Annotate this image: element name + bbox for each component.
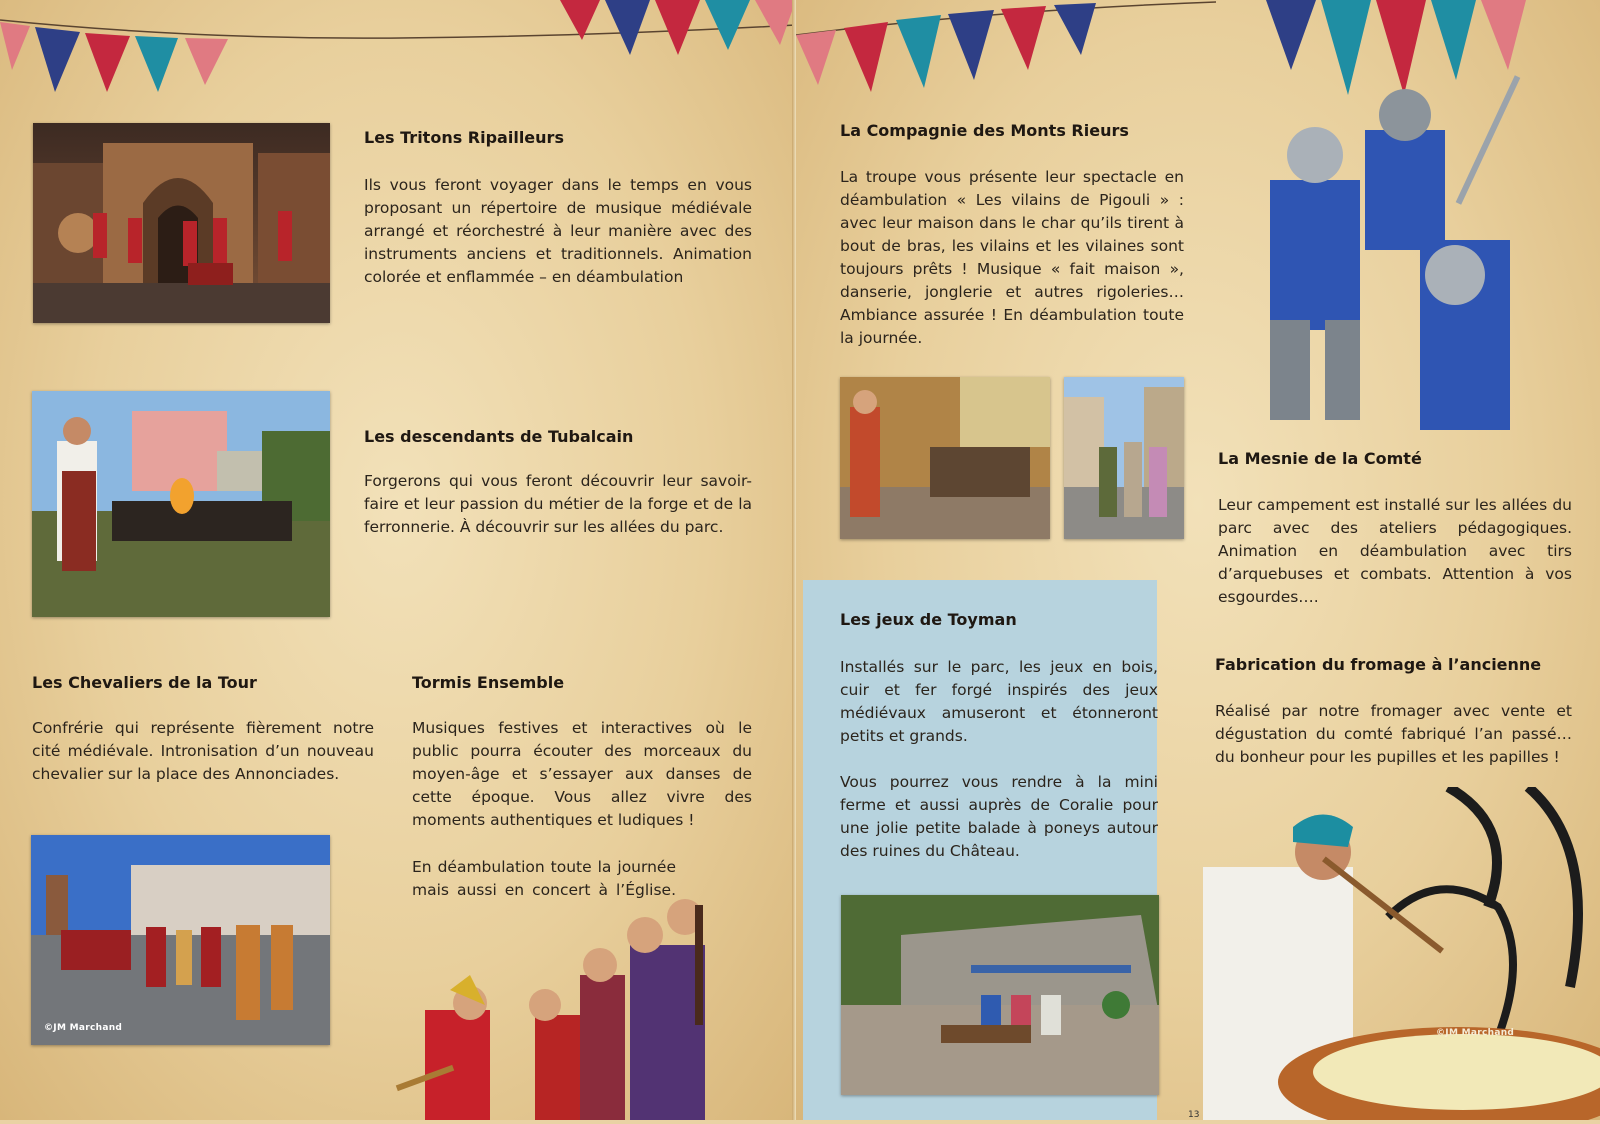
- tormis-text-1: Musiques festives et interactives où le public pourra écouter des morceaux du moyen-âge et s’essayer aux danses de cette époque. Vous allez vivre des moments authentiques et ludiques !: [412, 719, 752, 829]
- chevaliers-photo-credit: ©JM Marchand: [44, 1023, 123, 1033]
- monts-rieurs-photo-2: [1064, 377, 1184, 539]
- fromage-photo: [1198, 787, 1600, 1120]
- chevaliers-text: Confrérie qui représente fièrement notre cité médiévale. Intronisation d’un nouveau chevalier sur la place des Annonciades.: [32, 719, 374, 783]
- tubalcain-text: Forgerons qui vous feront découvrir leur savoir-faire et leur passion du métier de la forge et de la ferronnerie. À découvrir sur les allées du parc.: [364, 472, 752, 536]
- mesnie-photo: [1225, 70, 1525, 430]
- fromage-photo-credit: ©JM Marchand: [1436, 1028, 1515, 1038]
- toyman-photo: [841, 895, 1159, 1095]
- tubalcain-title: Les descendants de Tubalcain: [364, 427, 634, 446]
- fromage-text: Réalisé par notre fromager avec vente et dégustation du comté fabriqué l’an passé… du bonheur pour les pupilles et les papilles !: [1215, 702, 1572, 766]
- tritons-photo: [33, 123, 330, 323]
- toyman-text-1: Installés sur le parc, les jeux en bois, cuir et fer forgé inspirés des jeux médiévaux amuseront et étonneront petits et grands.: [840, 658, 1158, 745]
- mesnie-text: Leur campement est installé sur les allées du parc avec des ateliers pédagogiques. Animation en déambulation avec tirs d’arquebuses et combats. Attention à vos esgourdes….: [1218, 496, 1572, 606]
- tormis-photo: [395, 895, 785, 1120]
- monts-rieurs-title: La Compagnie des Monts Rieurs: [840, 121, 1129, 140]
- tritons-title: Les Tritons Ripailleurs: [364, 128, 564, 147]
- toyman-title: Les jeux de Toyman: [840, 610, 1017, 629]
- toyman-text-2: Vous pourrez vous rendre à la mini ferme et aussi auprès de Coralie pour une jolie petite balade à poneys autour des ruines du Château.: [840, 773, 1158, 860]
- fromage-title: Fabrication du fromage à l’ancienne: [1215, 655, 1542, 674]
- monts-rieurs-photo-1: [840, 377, 1050, 539]
- chevaliers-title: Les Chevaliers de la Tour: [32, 673, 257, 692]
- chevaliers-photo: [31, 835, 330, 1045]
- bunting-left: [0, 0, 796, 95]
- tormis-title: Tormis Ensemble: [412, 673, 565, 692]
- mesnie-title: La Mesnie de la Comté: [1218, 449, 1422, 468]
- tubalcain-photo: [32, 391, 330, 617]
- tormis-text-2: En déambulation toute la journée mais aussi en concert à l’Église.: [412, 858, 676, 899]
- page-number: 13: [1188, 1110, 1200, 1120]
- tritons-text: Ils vous feront voyager dans le temps en vous proposant un répertoire de musique médiévale arrangé et réorchestré à leur manière avec des instruments anciens et traditionnels. Animation colorée et enflammée – en déambulation: [364, 176, 752, 286]
- monts-rieurs-text: La troupe vous présente leur spectacle en déambulation « Les vilains de Pigouli » : avec leur maison dans le char qu’ils tirent à bout de bras, les vilains et les vilaines sont toujours prêts ! Musique « fait maison », danserie, jonglerie et autres rigoleries… Ambiance assurée ! En déambulation toute la journée.: [840, 168, 1184, 347]
